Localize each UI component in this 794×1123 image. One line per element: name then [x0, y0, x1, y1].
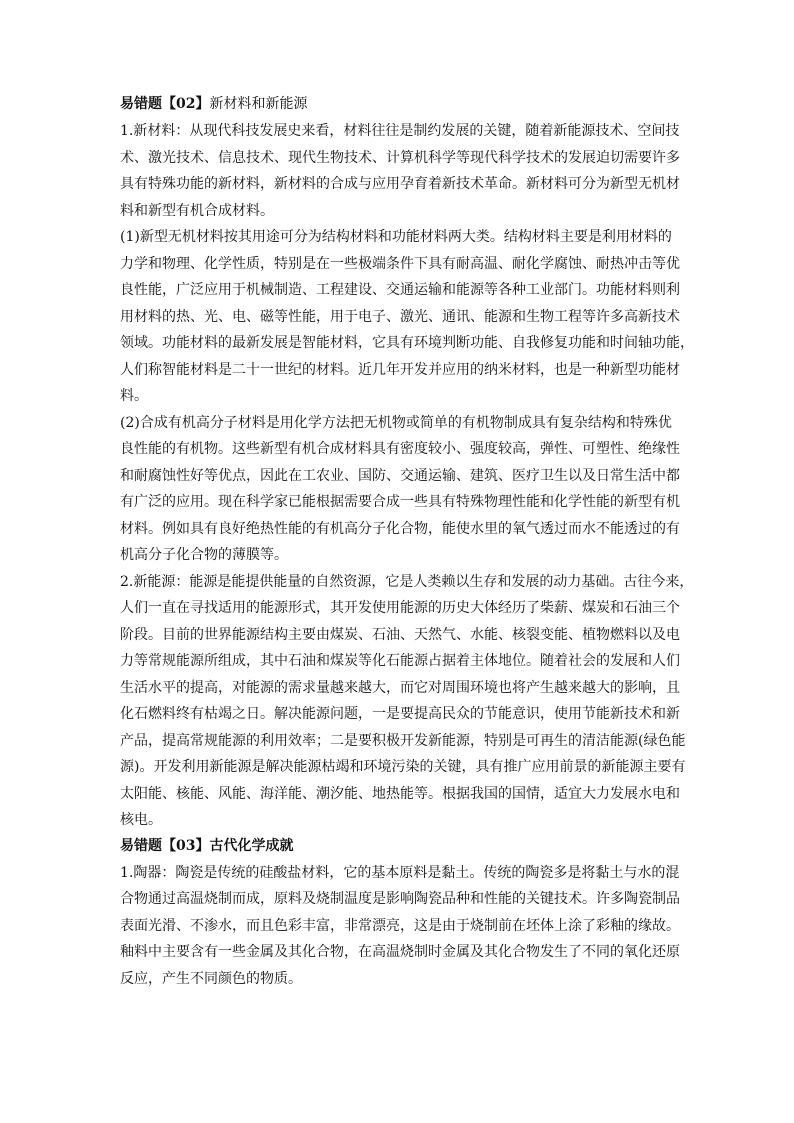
section-heading-label: 易错题【03】古代化学成就 [120, 837, 294, 854]
section-03 [120, 836, 680, 993]
text-line: 材料。例如具有良好绝热性能的有机高分子化合物，能使水里的氧气透过而水不能透过的有 [120, 520, 680, 537]
section-heading [120, 94, 680, 114]
text-line: 反应，产生不同颜色的物质。 [120, 970, 302, 987]
text-line: 源)。开发利用新能源是解决能源枯竭和环境污染的关键，具有推广应用前景的新能源主要有 [120, 759, 686, 775]
text-line: 化石燃料终有枯竭之日。解决能源问题，一是要提高民众的节能意识，使用节能新技术和新 [120, 706, 680, 722]
paragraph-inorganic-materials [120, 224, 694, 410]
text-line: 机高分子化合物的薄膜等。 [120, 547, 288, 563]
section-heading-title: 新材料和新能源 [209, 96, 308, 112]
text-line: 良性能的有机物。这些新型有机合成材料具有密度较小、强度较高，弹性、可塑性、绝缘性 [120, 441, 680, 457]
text-line: 力学和物理、化学性质，特别是在一些极端条件下具有耐高温、耐化学腐蚀、耐热冲击等优 [120, 255, 680, 272]
text-line: 合物通过高温烧制而成，原料及烧制温度是影响陶瓷品种和性能的关键技术。许多陶瓷制品 [120, 891, 680, 907]
text-line: 表面光滑、不渗水，而且色彩丰富，非常漂亮，这是由于烧制前在坯体上涂了彩釉的缘故。 [120, 917, 680, 934]
text-line: 太阳能、核能、风能、海洋能、潮汐能、地热能等。根据我国的国情，适宜大力发展水电和 [120, 785, 680, 802]
text-line: 产品，提高常规能源的利用效率；二是要积极开发新能源，特别是可再生的清洁能源(绿色能 [120, 732, 686, 749]
text-line: 2.新能源：能源是能提供能量的自然资源，它是人类赖以生存和发展的动力基础。古往今来， [120, 573, 694, 590]
paragraph-pottery [120, 860, 680, 993]
text-line: 1.新材料：从现代科技发展史来看，材料往往是制约发展的关键，随着新能源技术、空间技 [120, 123, 680, 139]
text-line: 1.陶器：陶瓷是传统的硅酸盐材料，它的基本原料是黏土。传统的陶瓷多是将黏土与水的混 [120, 864, 680, 881]
text-line: 生活水平的提高，对能源的需求量越来越大，而它对周围环境也将产生越来越大的影响，且 [120, 679, 680, 696]
section-heading-label: 易错题【02】 [120, 96, 210, 112]
document-body [120, 94, 694, 992]
paragraph-organic-polymers [120, 410, 680, 569]
text-line: 釉料中主要含有一些金属及其化合物，在高温烧制时金属及其化合物发生了不同的氧化还原 [120, 944, 680, 960]
section-02 [120, 94, 694, 834]
text-line: 良性能，广泛应用于机械制造、工程建设、交通运输和能源等各种工业部门。功能材料则利 [120, 282, 680, 298]
text-line: 和耐腐蚀性好等优点，因此在工农业、国防、交通运输、建筑、医疗卫生以及日常生活中都 [120, 467, 680, 484]
text-line: 料。 [120, 388, 148, 404]
text-line: 用材料的热、光、电、磁等性能，用于电子、激光、通讯、能源和生物工程等许多高新技术 [120, 308, 680, 325]
text-line: 术、激光技术、信息技术、现代生物技术、计算机科学等现代科学技术的发展迫切需要许多 [120, 149, 680, 166]
text-line: 阶段。目前的世界能源结构主要由煤炭、石油、天然气、水能、核裂变能、植物燃料以及电 [120, 626, 680, 643]
text-line: 人们称智能材料是二十一世纪的材料。近几年开发并应用的纳米材料，也是一种新型功能材 [120, 361, 680, 378]
text-line: 核电。 [120, 812, 162, 828]
text-line: (2)合成有机高分子材料是用化学方法把无机物或简单的有机物制成具有复杂结构和特殊优 [120, 414, 672, 431]
text-line: 领域。功能材料的最新发展是智能材料，它具有环境判断功能、自我修复功能和时间轴功能， [120, 335, 694, 351]
text-line: (1)新型无机材料按其用途可分为结构材料和功能材料两大类。结构材料主要是利用材料的 [120, 229, 672, 245]
text-line: 具有特殊功能的新材料，新材料的合成与应用孕育着新技术革命。新材料可分为新型无机材 [120, 176, 680, 192]
section-heading [120, 836, 680, 856]
text-line: 有广泛的应用。现在科学家已能根据需要合成一些具有特殊物理性能和化学性能的新型有机 [120, 494, 680, 510]
paragraph-new-materials [120, 118, 680, 224]
text-line: 力等常规能源所组成，其中石油和煤炭等化石能源占据着主体地位。随着社会的发展和人们 [120, 653, 680, 669]
paragraph-new-energy [120, 569, 694, 834]
text-line: 人们一直在寻找适用的能源形式，其开发使用能源的历史大体经历了柴薪、煤炭和石油三个 [120, 600, 680, 616]
text-line: 料和新型有机合成材料。 [120, 202, 274, 219]
